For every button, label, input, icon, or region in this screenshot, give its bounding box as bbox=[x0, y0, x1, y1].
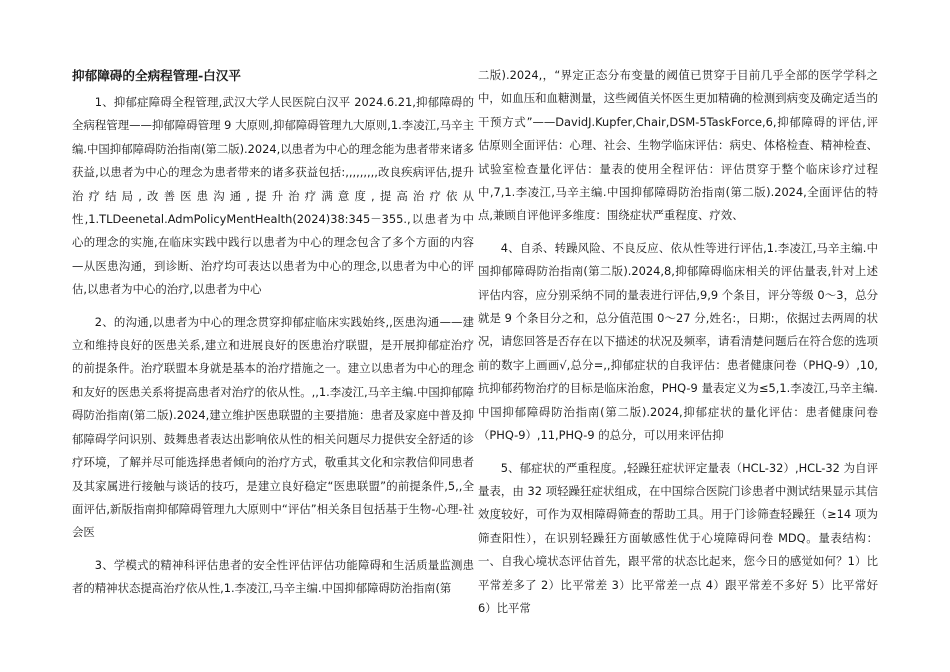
right-column bbox=[478, 64, 878, 629]
paragraph-3: 3、学模式的精神科评估患者的安全性评估评估功能障碍和生活质量监测患者的精神状态提高治疗依从性,1.李凌江,马辛主编.中国抑郁障碍防治指南(第 bbox=[72, 557, 474, 596]
paragraph-1: 1、抑郁症障碍全程管理,武汉大学人民医院白汉平 2024.6.21,抑郁障碍的全病程管理——抑郁障碍管理 9 大原则,抑郁障碍管理九大原则,1.李凌江,马辛主编.中国抑郁障碍防治指南(第二版).2024,以患者为中心的理念能为患者带来诸多获益,以患者为中心的理念为患者带来的诸多获益包括:,,,,,,,,,改良疾病评估,提升治疗结局,改善医患沟通,提升治疗满意度,提高治疗依从性,1.TLDeenetal.AdmPolicyMentHealth(2024)38:345－355.,以患者为中心的理念的实施,在临床实践中践行以患者为中心的理念包含了多个方面的内容—从医患沟通，到诊断、治疗均可表达以患者为中心的理念,以患者为中心的评估,以患者为中心的治疗,以患者为中心 bbox=[72, 95, 474, 297]
document-title: 抑郁障碍的全病程管理-白汉平 bbox=[72, 68, 241, 83]
paragraph-2: 2、的沟通,以患者为中心的理念贯穿抑郁症临床实践始终,,医患沟通——建立和维持良好的医患关系,建立和进展良好的医患治疗联盟，是开展抑郁症治疗的前提条件。治疗联盟本身就是基本的治疗措施之一。建立以患者为中心的理念和友好的医患关系将提高患者对治疗的依从性。,,1.李凌江,马辛主编.中国抑郁障碍防治指南(第二版).2024,建立维护医患联盟的主要措施：患者及家庭中普及抑郁障碍学问识别、鼓舞患者表达出影响依从性的相关问题尽力提供安全舒适的诊疗环境，了解并尽可能选择患者倾向的治疗方式，敬重其文化和宗教信仰同患者及其家属进行接触与谈话的技巧，是建立良好稳定“医患联盟”的前提条件,5,,全面评估,新版指南抑郁障碍管理九大原则中“评估”相关条目包括基于生物-心理-社会医 bbox=[72, 314, 474, 540]
paragraph-3-continued: 二版).2024,，“界定正态分布变量的阈值已贯穿于目前几乎全部的医学学科之中，如血压和血糖测量，这些阈值关怀医生更加精确的检测到病变及确定适当的干预方式”——DavidJ.Kupfer,Chair,DSM-5TaskForce,6,抑郁障碍的评估,评估原则全面评估：心理、社会、生物学临床评估：病史、体格检查、精神检查、试验室检查量化评估：量表的使用全程评估：评估贯穿于整个临床诊疗过程中,7,1.李凌江,马辛主编.中国抑郁障碍防治指南(第二版).2024,全面评估的特点,兼顾自评他评多维度：围绕症状严重程度、疗效、 bbox=[478, 68, 878, 223]
paragraph-5: 5、郁症状的严重程度。,轻躁狂症状评定量表（HCL-32）,HCL-32 为自评量表，由 32 项轻躁狂症状组成，在中国综合医院门诊患者中测试结果显示其信效度较好，可作为双相障碍筛查的帮助工具。用于门诊筛查轻躁狂（≥14 项为筛查阳性），在识别轻躁狂方面敏感性优于心境障碍问卷 MDQ。量表结构：一、自我心境状态评估首先，跟平常的状态比起来，您今日的感觉如何？1）比平常差多了 2）比平常差 3）比平常差一点 4）跟平常差不多好 5）比平常好 6）比平常 bbox=[478, 460, 878, 615]
left-column bbox=[72, 64, 474, 610]
paragraph-4: 4、自杀、转躁风险、不良反应、依从性等进行评估,1.李凌江,马辛主编.中国抑郁障碍防治指南(第二版).2024,8,抑郁障碍临床相关的评估量表,针对上述评估内容，应分别采纳不同的量表进行评估,9,9 个条目，评分等级 0～3，总分就是 9 个条目分之和，总分值范围 0～27 分,姓名:，日期:，依据过去两周的状况，请您回答是否存在以下描述的状况及频率，请看清楚问题后在符合您的选项前的数字上画画√,总分=,,抑郁症状的自我评估：患者健康问卷（PHQ-9）,10,抗抑郁药物治疗的目标是临床治愈，PHQ-9 量表定义为≤5,1.李凌江,马辛主编.中国抑郁障碍防治指南(第二版).2024,抑郁症状的量化评估：患者健康问卷（PHQ-9）,11,PHQ-9 的总分，可以用来评估抑 bbox=[478, 240, 878, 443]
